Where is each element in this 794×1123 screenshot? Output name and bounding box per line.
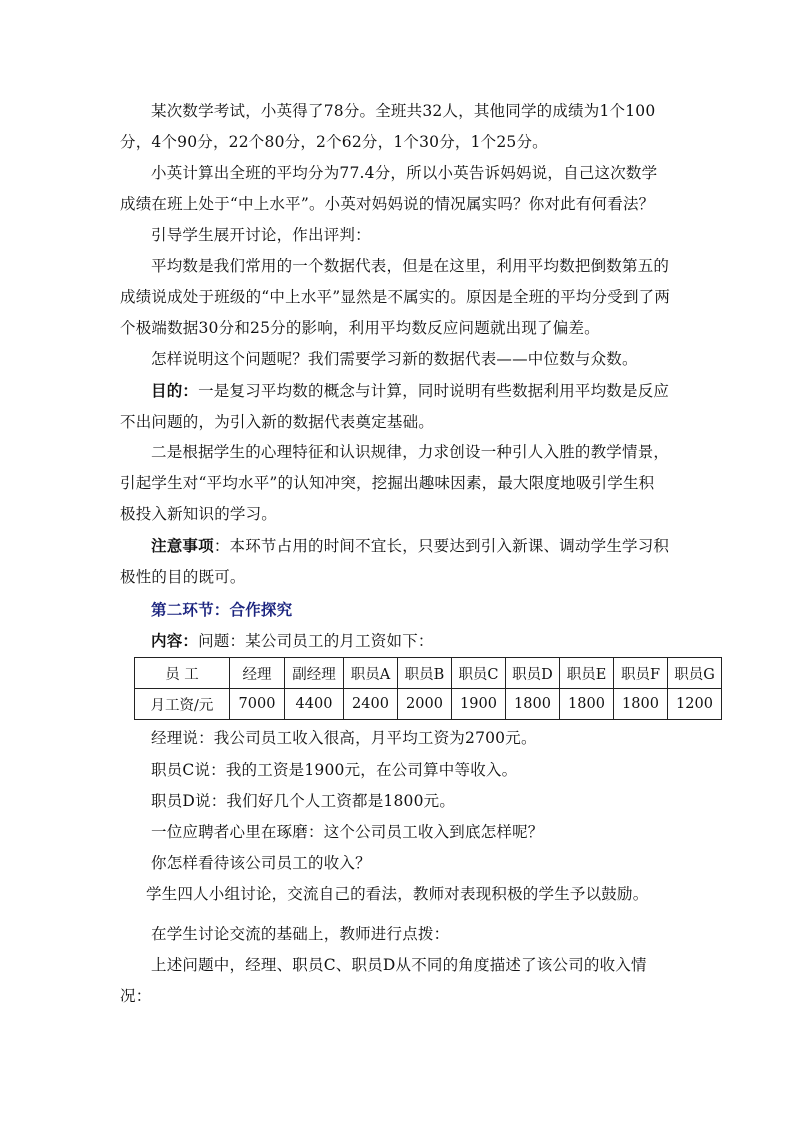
text-line: 一是复习平均数的概念与计算，同时说明有些数据利用平均数是反应: [198, 382, 670, 400]
salary-table: [134, 657, 722, 720]
text-line: 极投入新知识的学习。: [120, 505, 278, 523]
table-cell: 2000: [398, 689, 452, 720]
text-line: 小英计算出全班的平均分为77.4分，所以小英告诉妈妈说，自己这次数学: [151, 164, 658, 182]
table-cell: 职员G: [668, 658, 722, 689]
table-cell: 1800: [560, 689, 614, 720]
paragraph-average-analysis: [120, 251, 690, 344]
table-cell: 职员C: [452, 658, 506, 689]
text-line: 问题：某公司员工的月工资如下：: [198, 632, 434, 650]
text-line: ：本环节占用的时间不宜长，只要达到引入新课、调动学生学习积: [213, 537, 670, 555]
text-line: 极性的目的既可。: [120, 568, 246, 586]
text-line: 况：: [120, 987, 152, 1005]
table-cell: 月工资/元: [135, 689, 230, 720]
table-cell: 1800: [614, 689, 668, 720]
paragraph-manager-says: 经理说：我公司员工收入很高，月平均工资为2700元。: [151, 729, 537, 747]
text-line: 上述问题中，经理、职员C、职员D从不同的角度描述了该公司的收入情: [151, 956, 647, 974]
paragraph-new-concepts: 怎样说明这个问题呢？我们需要学习新的数据代表——中位数与众数。: [151, 350, 638, 368]
table-header-row: [135, 658, 722, 689]
text-line: 平均数是我们常用的一个数据代表，但是在这里，利用平均数把倒数第五的: [151, 257, 670, 275]
paragraph-average-claim: [120, 158, 690, 220]
text-line: 个极端数据30分和25分的影响，利用平均数反应问题就出现了偏差。: [120, 319, 600, 337]
paragraph-notes: [120, 530, 690, 593]
paragraph-teacher-guidance: 在学生讨论交流的基础上，教师进行点拨：: [151, 925, 450, 943]
text-line: 成绩说成处于班级的“中上水平”显然是不属实的。原因是全班的平均分受到了两: [120, 288, 671, 306]
paragraph-purpose-2: [120, 437, 690, 530]
purpose-label: 目的：: [151, 381, 199, 400]
text-line: 某次数学考试，小英得了78分。全班共32人，其他同学的成绩为1个100: [151, 102, 656, 120]
paragraph-applicant: 一位应聘者心里在琢磨：这个公司员工收入到底怎样呢？: [151, 823, 544, 841]
table-cell: 1900: [452, 689, 506, 720]
table-cell: 1200: [668, 689, 722, 720]
table-cell: 职员B: [398, 658, 452, 689]
text-line: 分，4个90分，22个80分，2个62分，1个30分，1个25分。: [120, 133, 548, 151]
paragraph-question: 你怎样看待该公司员工的收入？: [151, 854, 371, 872]
note-label: 注意事项: [151, 536, 214, 555]
table-cell: 2400: [344, 689, 398, 720]
paragraph-group-discussion: 学生四人小组讨论，交流自己的看法，教师对表现积极的学生予以鼓励。: [146, 885, 649, 903]
table-cell: 职员D: [506, 658, 560, 689]
section-title: 第二环节：合作探究: [151, 600, 293, 619]
table-cell: 1800: [506, 689, 560, 720]
paragraph-summary: [120, 950, 690, 1012]
table-cell: 4400: [285, 689, 344, 720]
table-cell: 员 工: [135, 658, 230, 689]
text-line: 引起学生对“平均水平”的认知冲突，挖掘出趣味因素，最大限度地吸引学生积: [120, 474, 655, 492]
table-row: [135, 689, 722, 720]
paragraph-clerk-c-says: 职员C说：我的工资是1900元，在公司算中等收入。: [151, 761, 518, 779]
table-cell: 职员E: [560, 658, 614, 689]
text-line: 不出问题的，为引入新的数据代表奠定基础。: [120, 413, 435, 431]
table-cell: 经理: [230, 658, 285, 689]
paragraph-content: [120, 625, 690, 657]
paragraph-purpose-1: [120, 375, 690, 438]
paragraph-discussion-prompt: 引导学生展开讨论，作出评判：: [151, 226, 371, 244]
content-label: 内容：: [151, 631, 199, 650]
table-cell: 副经理: [285, 658, 344, 689]
paragraph-clerk-d-says: 职员D说：我们好几个人工资都是1800元。: [151, 792, 456, 810]
table-cell: 职员A: [344, 658, 398, 689]
paragraph-exam-scores: [120, 96, 690, 158]
table-cell: 7000: [230, 689, 285, 720]
text-line: 二是根据学生的心理特征和认识规律，力求创设一种引人入胜的教学情景，: [151, 443, 670, 461]
table-cell: 职员F: [614, 658, 668, 689]
text-line: 成绩在班上处于“中上水平”。小英对妈妈说的情况属实吗？你对此有何看法？: [120, 195, 655, 213]
